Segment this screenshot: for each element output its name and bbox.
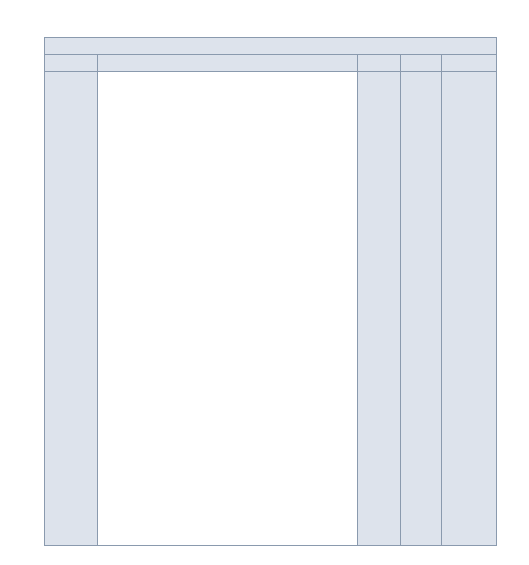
- divider: [441, 54, 442, 545]
- general-journal-table: [44, 37, 497, 546]
- header-pr: [358, 54, 400, 71]
- header-date: [45, 54, 97, 71]
- header-account: [97, 54, 357, 71]
- journal-header-row: [45, 54, 496, 72]
- journal-title: [45, 38, 496, 55]
- header-credit: [442, 54, 496, 71]
- divider: [400, 54, 401, 545]
- divider: [357, 54, 358, 545]
- divider: [97, 54, 98, 545]
- account-column: [97, 72, 357, 545]
- header-debit: [401, 54, 441, 71]
